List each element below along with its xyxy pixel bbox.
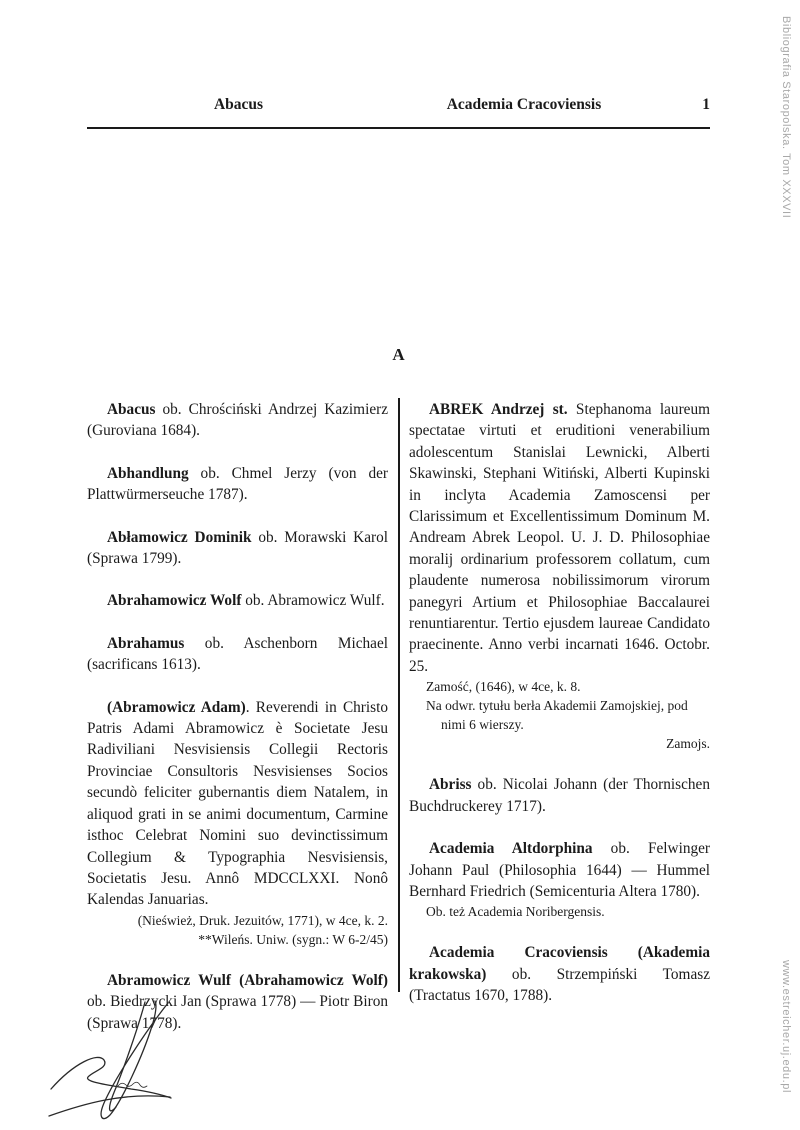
entry-text: Academia Cracoviensis (Akademia krakowska) ob. Strzempiński Tomasz (Tractatus 1670, 1788). <box>409 944 710 1005</box>
entry-text: Abhandlung ob. Chmel Jerzy (von der Plattwürmerseuche 1787). <box>87 464 388 504</box>
entry-headword: (Abramowicz Adam) <box>107 698 246 716</box>
signature-flourish-stroke <box>51 1057 171 1098</box>
signature-mark <box>48 1000 183 1125</box>
entry-headword: Abrahamowicz Wolf <box>107 592 242 610</box>
entry-headword: Academia Cracoviensis (Akademia krakowska) <box>409 944 710 983</box>
signature-cross-stroke <box>110 1002 145 1111</box>
bibliography-entry <box>87 697 388 949</box>
entry-text: Abramowicz Wulf (Abrahamowicz Wolf) ob. Biedrzycki Jan (Sprawa 1778) — Piotr Biron (Sprawa 1778). <box>87 971 388 1032</box>
entry-note: Ob. też Academia Noribergensis. <box>426 904 605 920</box>
header-left-title: Abacus <box>213 96 264 113</box>
entry-note: Zamość, (1646), w 4ce, k. 8. <box>426 679 581 695</box>
entry-text: Abriss ob. Nicolai Johann (der Thornischen Buchdruckerey 1717). <box>409 776 710 815</box>
bibliography-entry <box>409 838 710 921</box>
entry-text: (Abramowicz Adam). Reverendi in Christo Patris Adami Abramowicz è Societate Jesu Radiviliani Nesvisiensis Collegii Rectoris Provinciae Consultoris Nesvisienses Socios secundò feliciter gubernantis diem Natalem, in aliquod grati in se animi documentum, Carmine isthoc Celebrat Nomini suo devinctissimum Collegium & Typographia Nesvisiensis, Societatis Jesu. Annô MDCCLXXI. Nonô Kalendas Januarias. <box>87 698 389 909</box>
bibliography-entry <box>87 590 388 611</box>
entry-headword: ABREK Andrzej st. <box>429 401 568 418</box>
entry-text: Abłamowicz Dominik ob. Morawski Karol (Sprawa 1799). <box>87 528 388 568</box>
bibliography-entry <box>87 463 388 506</box>
entry-note: Zamojs. <box>666 736 710 752</box>
bibliography-entry <box>87 399 388 442</box>
entry-note: Na odwr. tytułu berła Akademii Zamojskiej, pod nimi 6 wierszy. <box>426 698 688 733</box>
header-rule <box>87 127 710 129</box>
sidebar-series-label: Bibliografia Staropolska. Tom XXXVII <box>780 16 792 219</box>
entry-headword: Abhandlung <box>107 464 189 482</box>
entry-text: Academia Altdorphina ob. Felwinger Johann Paul (Philosophia 1644) — Hummel Bernhard Friedrich (Semicenturia Altera 1780). <box>409 840 710 900</box>
entry-headword: Abłamowicz Dominik <box>107 528 252 546</box>
section-letter-heading: A <box>392 345 405 364</box>
entry-text: Abrahamus ob. Aschenborn Michael (sacrificans 1613). <box>87 634 388 674</box>
left-column <box>87 399 388 1055</box>
entry-headword: Abacus <box>107 401 156 418</box>
entry-note: **Wileńs. Uniw. (sygn.: W 6-2/45) <box>198 931 388 947</box>
entry-headword: Abramowicz Wulf (Abrahamowicz Wolf) <box>107 971 388 989</box>
sidebar-website-label: www.estreicher.uj.edu.pl <box>780 960 792 1094</box>
page-number: 1 <box>702 96 710 113</box>
entry-text: Abacus ob. Chrościński Andrzej Kazimierz (Guroviana 1684). <box>87 401 388 440</box>
bibliography-entry <box>87 527 388 570</box>
entry-note: (Nieśwież, Druk. Jezuitów, 1771), w 4ce, k. 2. <box>137 912 388 928</box>
entry-text: ABREK Andrzej st. Stephanoma laureum spectatae virtuti et eruditioni venerabilium adolescentum Stanislai Lewnicki, Alberti Skawinski, Stephani Witiński, Alberti Kupinski in inclyta Academia Zamoscensi per Clarissimum et Excellentissimum Dominum M. Andream Abrek Leopol. U. J. D. Philosophiae moralij ordinarium professorem collatum, cum plaudente numerosa nobilissimorum virorum panegyri Artium et Philosophiae Baccalaurei renuntiarentur. Tertio ejusdem laureae Candidato praecinente. Anno verbi incarnati 1646. Octobr. 25. <box>409 401 710 675</box>
bibliography-entry <box>409 399 710 753</box>
entry-headword: Abriss <box>429 776 472 794</box>
bibliography-entry <box>87 633 388 676</box>
header-right-title: Academia Cracoviensis <box>446 96 602 113</box>
entry-headword: Academia Altdorphina <box>429 840 593 858</box>
column-divider-rule <box>398 398 400 992</box>
signature-word-scribble <box>118 1082 147 1087</box>
bibliography-entry <box>409 774 710 817</box>
entry-text: Abrahamowicz Wolf ob. Abramowicz Wulf. <box>107 592 385 610</box>
entry-headword: Abrahamus <box>107 634 185 652</box>
right-column <box>409 399 710 1028</box>
bibliography-entry <box>409 942 710 1006</box>
